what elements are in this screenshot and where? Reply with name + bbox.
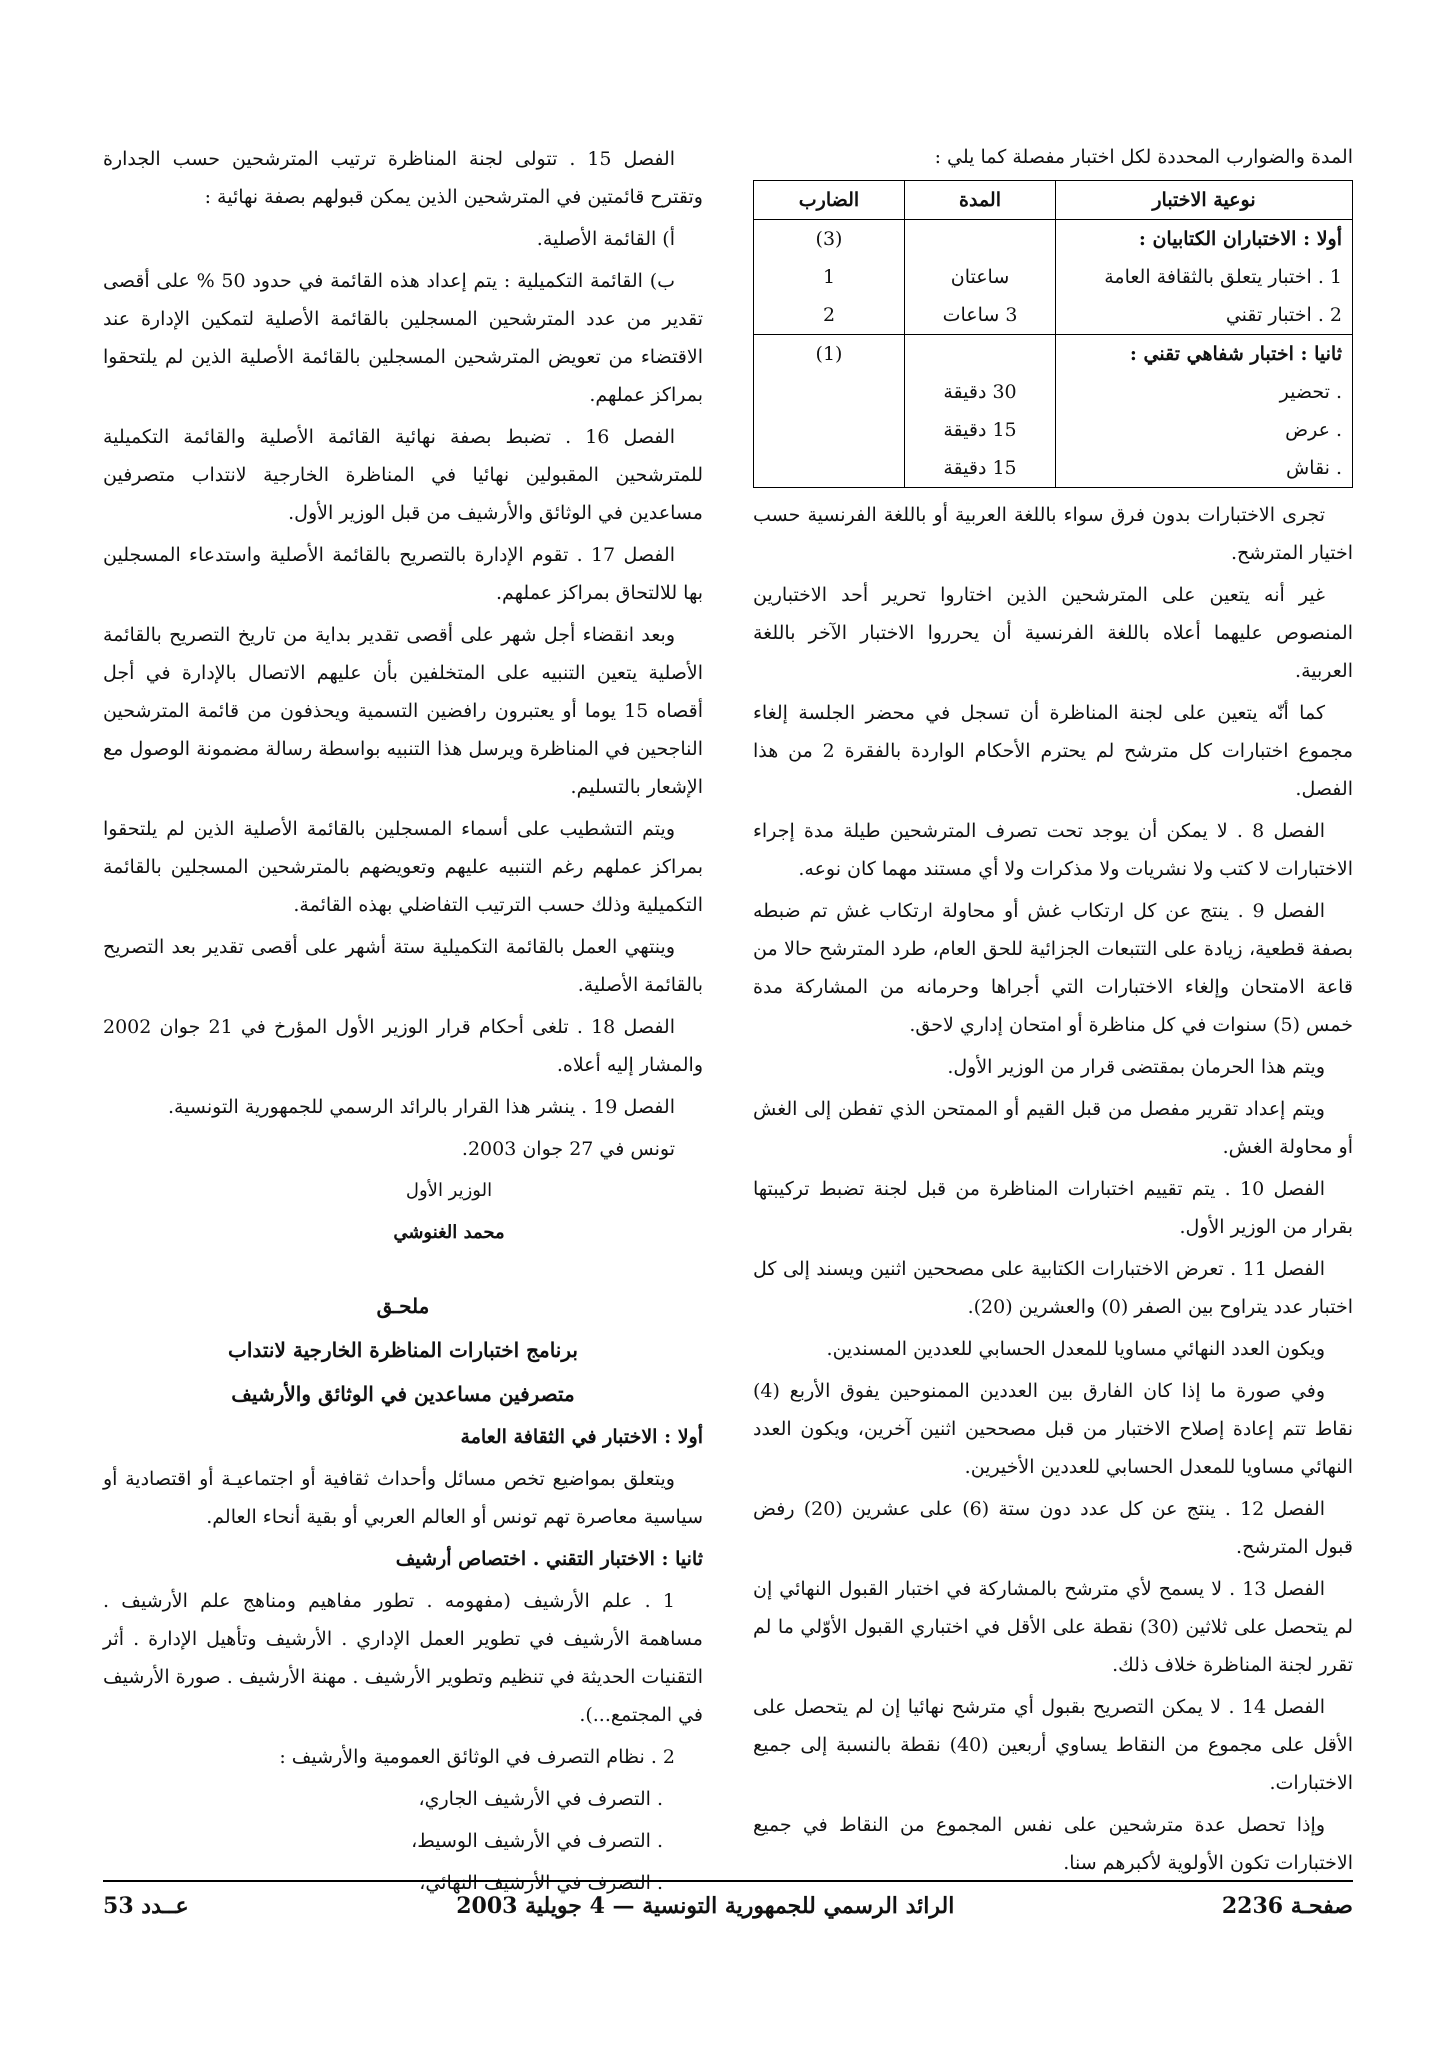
table-cell — [754, 449, 905, 488]
header-duration: المدة — [905, 181, 1056, 220]
article-17: الفصل 17 . تقوم الإدارة بالتصريح بالقائمة الأصلية واستدعاء المسجلين بها للالتحاق بمراكز عملهم. — [103, 544, 703, 604]
article-14: الفصل 14 . لا يمكن التصريح بقبول أي مترشح نهائيا إن لم يتحصل على الأقل على مجموع من النقاط يساوي أربعين (40) نقطة بالنسبة إلى جميع الاختبارات. — [753, 1696, 1353, 1794]
issue-number: عــدد 53 — [103, 1893, 189, 1919]
table-intro: المدة والضوارب المحددة لكل اختبار مفصلة كما يلي : — [934, 146, 1353, 168]
article-10: الفصل 10 . يتم تقييم اختبارات المناظرة من قبل لجنة تضبط تركيبتها بقرار من الوزير الأول. — [753, 1178, 1353, 1238]
page-footer — [103, 1880, 1353, 1924]
article-13: الفصل 13 . لا يسمح لأي مترشح بالمشاركة في اختبار القبول النهائي إن لم يتحصل على ثلاثين (30) نقطة على الأقل في اختباري القبول الأوّلي ما لم تقرر لجنة المناظرة خلاف ذلك. — [753, 1578, 1353, 1676]
paragraph: ويتم التشطيب على أسماء المسجلين بالقائمة الأصلية الذين لم يلتحقوا بمراكز عملهم رغم التنبيه عليهم وتعويضهم بالمترشحين المسجلين بالقائمة التكميلية وذلك حسب الترتيب التفاضلي بهذه القائمة. — [103, 818, 703, 916]
header-coefficient: الضارب — [754, 181, 905, 220]
list-item: 1 . علم الأرشيف (مفهومه . تطور مفاهيم ومناهج علم الأرشيف . مساهمة الأرشيف في تطوير العمل الإداري . الأرشيف وتأهيل الإدارة . أثر التقنيات الحديثة في تنظيم وتطوير الأرشيف . مهنة الأرشيف . صورة الأرشيف في المجتمع...). — [103, 1590, 703, 1726]
signature-title: الوزير الأول — [405, 1180, 493, 1201]
table-cell: . تحضير — [1056, 373, 1353, 411]
sub-list-item: . التصرف في الأرشيف الوسيط، — [411, 1830, 663, 1852]
table-cell — [754, 411, 905, 449]
article-9: الفصل 9 . ينتج عن كل ارتكاب غش أو محاولة ارتكاب غش تم ضبطه بصفة قطعية، زيادة على التتبعات الجزائية للحق العام، طرد المترشح حالا من قاعة الامتحان وإلغاء الاختبارات التي أجراها وحرمانه من المشاركة مدة خمس (5) سنوات في كل مناظرة أو امتحان إداري لاحق. — [753, 900, 1353, 1036]
table-cell: 1 — [754, 258, 905, 296]
paragraph: ويتم هذا الحرمان بمقتضى قرار من الوزير الأول. — [947, 1056, 1325, 1078]
table-cell: أولا : الاختباران الكتابيان : — [1056, 220, 1353, 259]
table-row — [754, 220, 1353, 259]
article-15: الفصل 15 . تتولى لجنة المناظرة ترتيب المترشحين حسب الجدارة وتقترح قائمتين في المترشحين الذين يمكن قبولهم بصفة نهائية : — [103, 148, 703, 208]
article-8: الفصل 8 . لا يمكن أن يوجد تحت تصرف المترشحين طيلة مدة إجراء الاختبارات لا كتب ولا نشريات ولا مذكرات ولا أي مستند مهما كان نوعه. — [753, 820, 1353, 880]
table-cell: . عرض — [1056, 411, 1353, 449]
annex-title-line1: برنامج اختبارات المناظرة الخارجية لانتداب — [228, 1338, 578, 1362]
table-row — [754, 373, 1353, 411]
table-cell: (3) — [754, 220, 905, 259]
annex-title-line2: متصرفين مساعدين في الوثائق والأرشيف — [231, 1382, 575, 1406]
table-cell: 15 دقيقة — [905, 411, 1056, 449]
annex-label: ملحـق — [376, 1294, 430, 1318]
table-cell — [905, 335, 1056, 374]
table-cell: . نقاش — [1056, 449, 1353, 488]
sub-list-item: . التصرف في الأرشيف النهائي، — [419, 1872, 663, 1894]
paragraph: وبعد انقضاء أجل شهر على أقصى تقدير بداية من تاريخ التصريح بالقائمة الأصلية يتعين التنبيه على المتخلفين بأن عليهم الاتصال بالإدارة في أجل أقصاه 15 يوما أو يعتبرون رافضين التسمية ويحذفون من قائمة المترشحين الناجحين في المناظرة ويرسل هذا التنبيه بواسطة رسالة مضمونة الوصول مع الإشعار بالتسليم. — [103, 624, 704, 798]
list-item: 2 . نظام التصرف في الوثائق العمومية والأرشيف : — [279, 1746, 675, 1768]
table-cell: 2 . اختبار تقني — [1056, 296, 1353, 335]
table-cell: 15 دقيقة — [905, 449, 1056, 488]
table-row — [754, 258, 1353, 296]
section-heading: أولا : الاختبار في الثقافة العامة — [460, 1426, 703, 1448]
paragraph: تجرى الاختبارات بدون فرق سواء باللغة العربية أو باللغة الفرنسية حسب اختيار المترشح. — [753, 504, 1353, 564]
table-cell — [905, 220, 1056, 259]
article-11: الفصل 11 . تعرض الاختبارات الكتابية على مصححين اثنين ويسند إلى كل اختبار عدد يتراوح بين الصفر (0) والعشرين (20). — [753, 1258, 1353, 1318]
table-cell: 1 . اختبار يتعلق بالثقافة العامة — [1056, 258, 1353, 296]
table-row — [754, 411, 1353, 449]
right-column — [753, 138, 1353, 1886]
table-cell: ثانيا : اختبار شفاهي تقني : — [1056, 335, 1353, 374]
table-cell: 30 دقيقة — [905, 373, 1056, 411]
table-cell — [754, 373, 905, 411]
article-19: الفصل 19 . ينشر هذا القرار بالرائد الرسمي للجمهورية التونسية. — [167, 1096, 675, 1118]
section-heading: ثانيا : الاختبار التقني . اختصاص أرشيف — [395, 1548, 703, 1570]
table-row — [754, 296, 1353, 335]
paragraph: وفي صورة ما إذا كان الفارق بين العددين الممنوحين يفوق الأربع (4) نقاط تتم إعادة إصلاح الاختبار من قبل مصححين اثنين آخرين، ويكون العدد النهائي مساويا للمعدل الحسابي للعددين الأخيرين. — [753, 1380, 1353, 1478]
table-cell: ساعتان — [905, 258, 1056, 296]
table-cell: 2 — [754, 296, 905, 335]
date-line: تونس في 27 جوان 2003. — [461, 1138, 675, 1160]
paragraph: وإذا تحصل عدة مترشحين على نفس المجموع من النقاط في جميع الاختبارات تكون الأولوية لأكبرهم سنا. — [753, 1814, 1353, 1874]
paragraph: غير أنه يتعين على المترشحين الذين اختاروا تحرير أحد الاختبارين المنصوص عليهما أعلاه باللغة الفرنسية أن يحرروا الاختبار الآخر باللغة العربية. — [753, 584, 1353, 682]
paragraph: ويتم إعداد تقرير مفصل من قبل القيم أو الممتحن الذي تفطن إلى الغش أو محاولة الغش. — [753, 1098, 1353, 1158]
paragraph: وينتهي العمل بالقائمة التكميلية ستة أشهر على أقصى تقدير بعد التصريح بالقائمة الأصلية. — [103, 936, 703, 996]
sub-list-item: . التصرف في الأرشيف الجاري، — [418, 1788, 663, 1810]
table-cell: (1) — [754, 335, 905, 374]
article-18: الفصل 18 . تلغى أحكام قرار الوزير الأول المؤرخ في 21 جوان 2002 والمشار إليه أعلاه. — [103, 1016, 703, 1076]
header-exam-type: نوعية الاختبار — [1056, 181, 1353, 220]
table-row — [754, 335, 1353, 374]
paragraph: ويكون العدد النهائي مساويا للمعدل الحسابي للعددين المسندين. — [826, 1338, 1325, 1360]
signature-name: محمد الغنوشي — [393, 1222, 505, 1243]
table-header-row — [754, 181, 1353, 220]
table-row — [754, 449, 1353, 488]
list-item: ب) القائمة التكميلية : يتم إعداد هذه القائمة في حدود 50 % على أقصى تقدير من عدد المترشحين المسجلين بالقائمة الأصلية لتمكين الإدارة عند الاقتضاء من تعويض المترشحين المسجلين بالقائمة الأصلية الذين لم يلتحقوا بمراكز عملهم. — [103, 270, 703, 406]
journal-title: الرائد الرسمي للجمهورية التونسية — 4 جويلية 2003 — [456, 1893, 955, 1919]
left-column — [103, 140, 703, 1906]
paragraph: كما أنّه يتعين على لجنة المناظرة أن تسجل في محضر الجلسة إلغاء مجموع اختبارات كل مترشح لم يحترم الأحكام الواردة بالفقرة 2 من هذا الفصل. — [753, 702, 1353, 800]
paragraph: ويتعلق بمواضيع تخص مسائل وأحداث ثقافية أو اجتماعيـة أو اقتصادية أو سياسية معاصرة تهم تونس أو العالم العربي أو بقية أنحاء العالم. — [103, 1468, 703, 1528]
page-number: صفحـة 2236 — [1221, 1893, 1353, 1919]
table-cell: 3 ساعات — [905, 296, 1056, 335]
list-item: أ) القائمة الأصلية. — [536, 228, 675, 250]
article-12: الفصل 12 . ينتج عن كل عدد دون ستة (6) على عشرين (20) رفض قبول المترشح. — [753, 1498, 1353, 1558]
article-16: الفصل 16 . تضبط بصفة نهائية القائمة الأصلية والقائمة التكميلية للمترشحين المقبولين نهائيا في المناظرة الخارجية لانتداب متصرفين مساعدين في الوثائق والأرشيف من قبل الوزير الأول. — [103, 426, 703, 524]
exam-table — [753, 180, 1353, 488]
